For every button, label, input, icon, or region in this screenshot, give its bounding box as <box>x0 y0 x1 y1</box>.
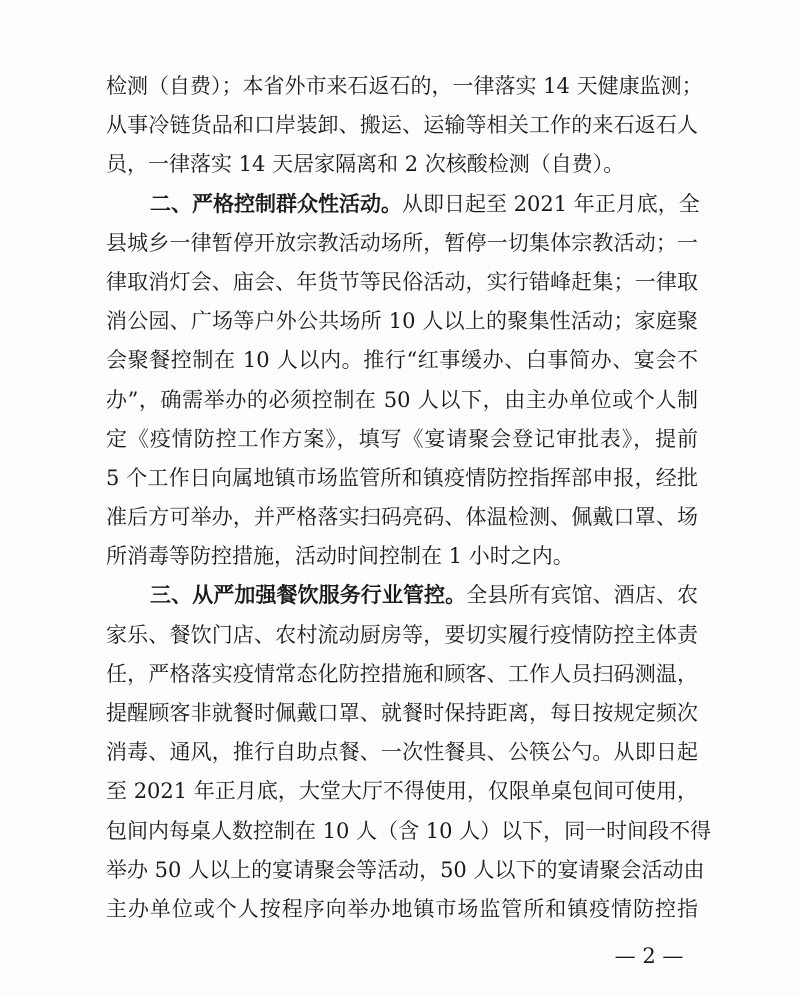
text-line: 主办单位或个人按程序向举办地镇市场监管所和镇疫情防控指 <box>106 897 698 921</box>
text-fragment: 全县所有宾馆、酒店、农 <box>466 583 699 607</box>
text-line: 从事冷链货品和口岸装卸、搬运、运输等相关工作的来石返石人 <box>106 113 698 137</box>
text-line: 包间内每桌人数控制在 10 人（含 10 人）以下，同一时间段不得 <box>106 819 712 843</box>
text-line: 会聚餐控制在 10 人以内。推行“红事缓办、白事简办、宴会不 <box>106 348 698 372</box>
section-two-first-line <box>150 184 698 224</box>
text-line: 提醒顾客非就餐时佩戴口罩、就餐时保持距离，每日按规定频次 <box>106 701 698 725</box>
text-line: 准后方可举办，并严格落实扫码亮码、体温检测、佩戴口罩、场 <box>106 505 698 529</box>
text-line: 任，严格落实疫情常态化防控措施和顾客、工作人员扫码测温， <box>106 662 698 686</box>
text-line: 检测（自费）；本省外市来石返石的，一律落实 14 天健康监测； <box>106 74 703 98</box>
text-line: 所消毒等防控措施，活动时间控制在 1 小时之内。 <box>106 544 574 568</box>
text-line: 举办 50 人以上的宴请聚会等活动，50 人以下的宴请聚会活动由 <box>106 858 705 882</box>
text-line: 家乐、餐饮门店、农村流动厨房等，要切实履行疫情防控主体责 <box>106 623 698 647</box>
text-line: 定《疫情防控工作方案》，填写《宴请聚会登记审批表》，提前 <box>106 427 698 451</box>
text-line: 5 个工作日向属地镇市场监管所和镇疫情防控指挥部申报，经批 <box>106 466 698 490</box>
text-line: 至 2021 年正月底，大堂大厅不得使用，仅限单桌包间可使用， <box>106 779 698 803</box>
text-fragment: 从即日起至 2021 年正月底，全 <box>402 192 700 216</box>
section-three-first-line <box>150 575 698 615</box>
text-line: 员，一律落实 14 天居家隔离和 2 次核酸检测（自费）。 <box>106 152 625 176</box>
text-line: 消公园、广场等户外公共场所 10 人以上的聚集性活动；家庭聚 <box>106 309 698 333</box>
section-two-heading: 二、严格控制群众性活动。 <box>150 192 402 216</box>
text-line: 办”，确需举办的必须控制在 50 人以下，由主办单位或个人制 <box>106 388 698 412</box>
text-line: 县城乡一律暂停开放宗教活动场所，暂停一切集体宗教活动；一 <box>106 231 698 255</box>
text-line: 消毒、通风，推行自助点餐、一次性餐具、公筷公勺。从即日起 <box>106 740 698 764</box>
text-line: 律取消灯会、庙会、年货节等民俗活动，实行错峰赶集；一律取 <box>106 270 698 294</box>
section-three-heading: 三、从严加强餐饮服务行业管控。 <box>150 583 467 607</box>
page-number: — 2 — <box>614 944 684 968</box>
